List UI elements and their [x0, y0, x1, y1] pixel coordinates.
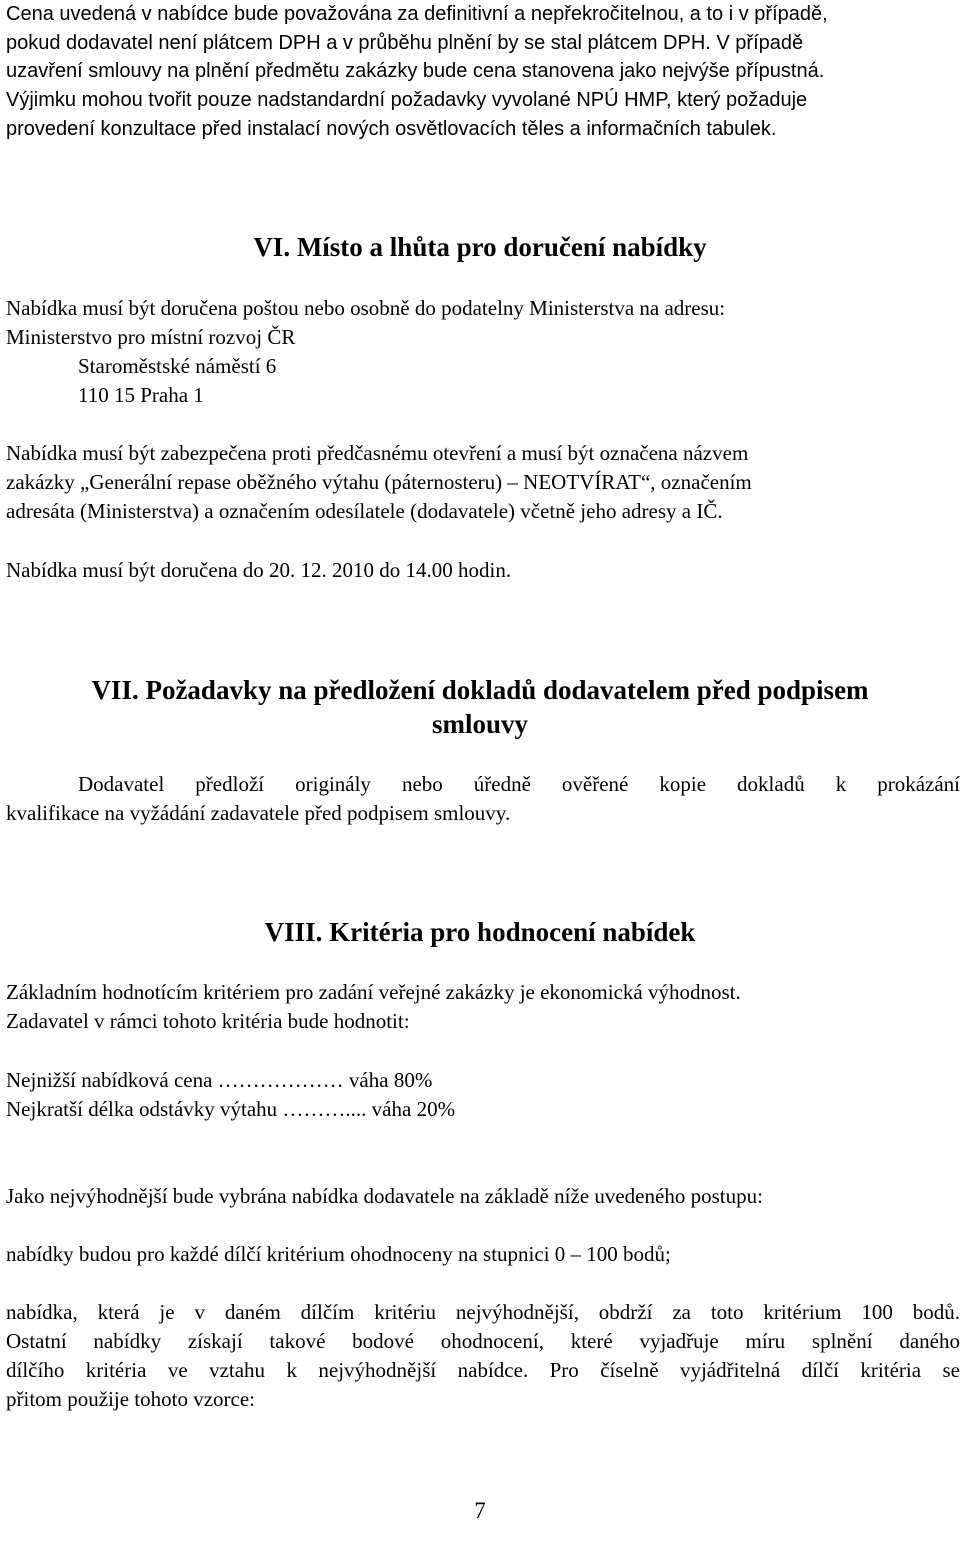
- section-6-heading: VI. Místo a lhůta pro doručení nabídky: [253, 232, 707, 262]
- marking-line-3: adresáta (Ministerstva) a označením odesílatele (dodavatele) včetně jeho adresy a IČ.: [6, 499, 723, 523]
- criteria-evaluate: Zadavatel v rámci tohoto kritéria bude hodnotit:: [6, 1009, 410, 1033]
- deadline-text: Nabídka musí být doručena do 20. 12. 2010 do 14.00 hodin.: [6, 558, 512, 582]
- intro-line-2: pokud dodavatel není plátcem DPH a v průběhu plnění by se stal plátcem DPH. V případě: [6, 32, 804, 54]
- criterion-price: Nejnižší nabídková cena ……………… váha 80%: [6, 1068, 433, 1092]
- scoring-line-4: přitom použije tohoto vzorce:: [6, 1387, 256, 1411]
- scoring-line-2: Ostatní nabídky získají takové bodové ohodnocení, které vyjadřuje míru splnění daného: [6, 1329, 960, 1353]
- section-7-heading-line-1: VII. Požadavky na předložení dokladů dodavatelem před podpisem: [91, 675, 869, 705]
- criteria-intro: Základním hodnotícím kritériem pro zadání veřejné zakázky je ekonomická výhodnost.: [6, 980, 741, 1004]
- page-number: 7: [474, 1498, 486, 1523]
- address-line-3: 110 15 Praha 1: [78, 383, 204, 407]
- scoring-line-3: dílčího kritéria ve vztahu k nejvýhodnější nabídce. Pro číselně vyjádřitelná dílčí kritéria se: [6, 1358, 960, 1382]
- address-line-2: Staroměstské náměstí 6: [78, 354, 277, 378]
- intro-line-3: uzavření smlouvy na plnění předmětu zakázky bude cena stanovena jako nejvýše přípustná.: [6, 60, 825, 82]
- address-line-1: Ministerstvo pro místní rozvoj ČR: [6, 325, 296, 349]
- criterion-downtime: Nejkratší délka odstávky výtahu ……….... váha 20%: [6, 1097, 456, 1121]
- section-8-heading: VIII. Kritéria pro hodnocení nabídek: [264, 917, 696, 947]
- section-7-paragraph-line-2: kvalifikace na vyžádání zadavatele před podpisem smlouvy.: [6, 801, 511, 825]
- scoring-line-1: nabídka, která je v daném dílčím kritériu nejvýhodnější, obdrží za toto kritérium 100 bodů.: [6, 1300, 960, 1324]
- marking-line-1: Nabídka musí být zabezpečena proti předčasnému otevření a musí být označena názvem: [6, 441, 749, 465]
- section-7-paragraph-line-1: Dodavatel předloží originály nebo úředně ověřené kopie dokladů k prokázání: [78, 772, 960, 796]
- section-7-heading-line-2: smlouvy: [431, 709, 529, 739]
- selection-method: Jako nejvýhodnější bude vybrána nabídka dodavatele na základě níže uvedeného postupu:: [6, 1184, 763, 1208]
- intro-line-5: provedení konzultace před instalací nových osvětlovacích těles a informačních tabulek.: [6, 118, 777, 140]
- marking-line-2: zakázky „Generální repase oběžného výtahu (páternosteru) – NEOTVÍRAT“, označením: [6, 470, 752, 494]
- intro-line-1: Cena uvedená v nabídce bude považována za definitivní a nepřekročitelnou, a to i v případě,: [6, 3, 828, 25]
- section-6-paragraph: Nabídka musí být doručena poštou nebo osobně do podatelny Ministerstva na adresu:: [6, 296, 726, 320]
- scoring-scale: nabídky budou pro každé dílčí kritérium ohodnoceny na stupnici 0 – 100 bodů;: [6, 1242, 671, 1266]
- intro-line-4: Výjimku mohou tvořit pouze nadstandardní požadavky vyvolané NPÚ HMP, který požaduje: [6, 89, 808, 111]
